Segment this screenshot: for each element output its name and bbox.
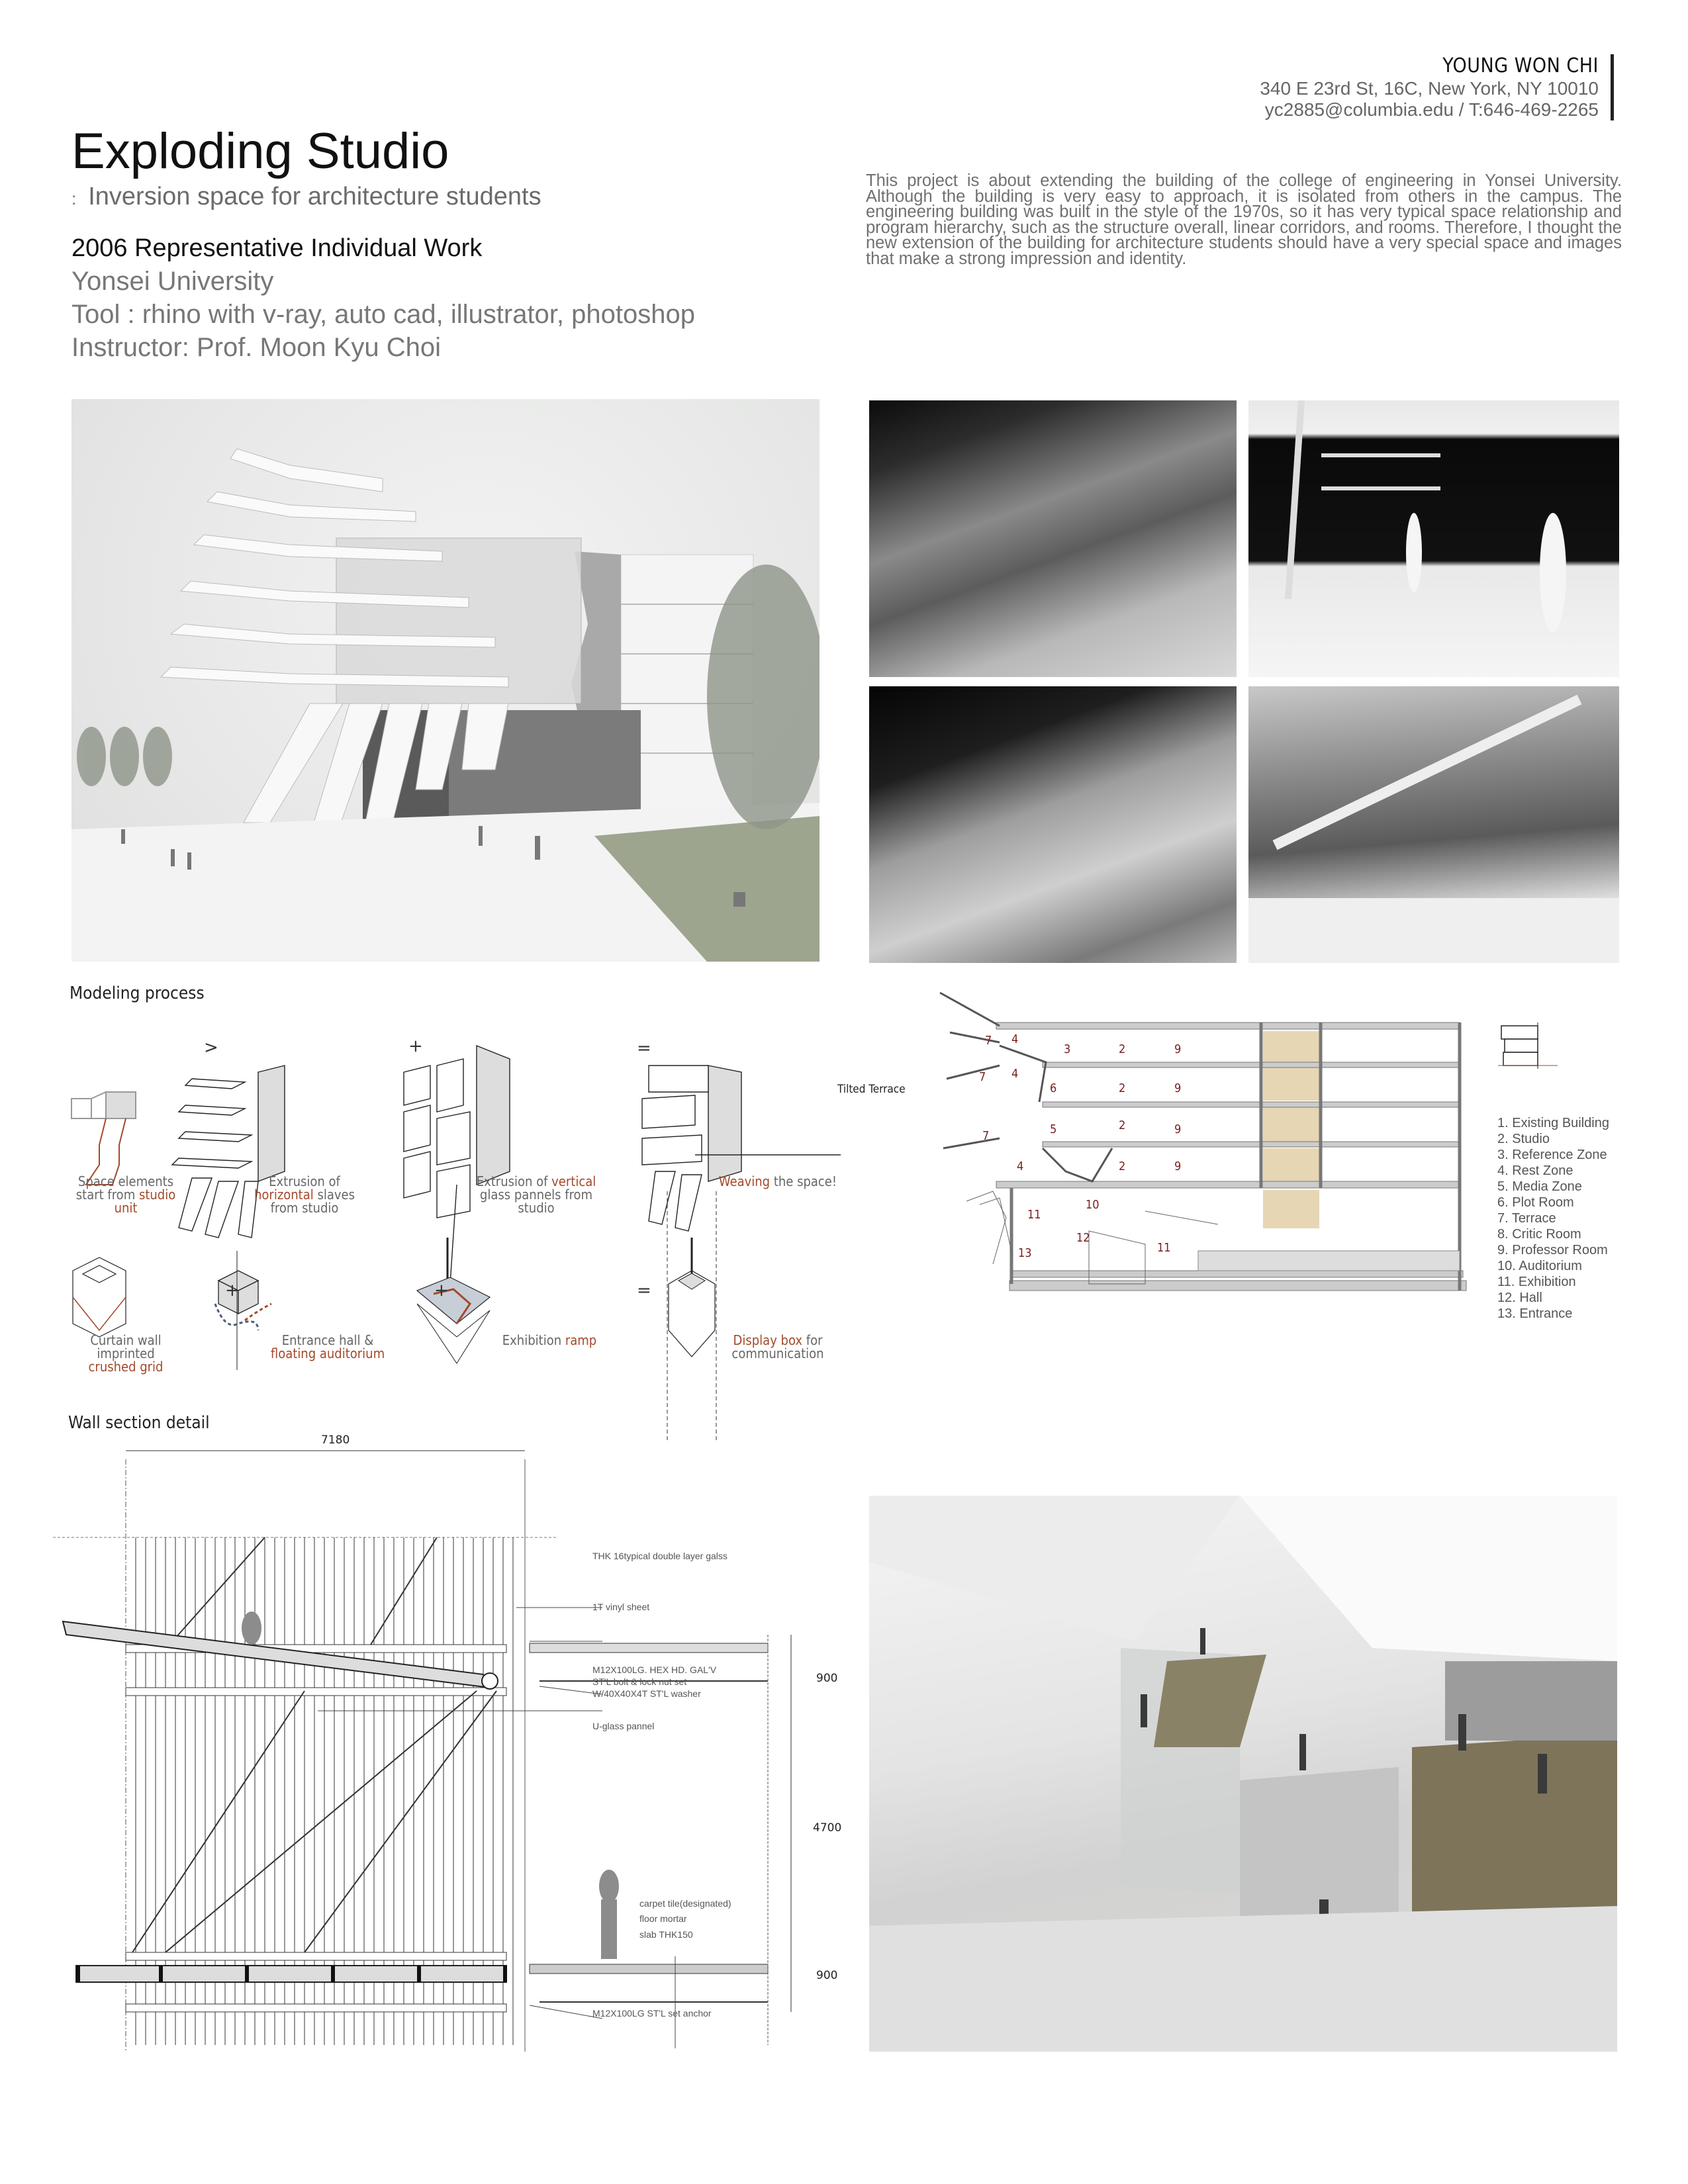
room-label: 2 [1119,1042,1126,1056]
room-label: 9 [1174,1122,1182,1136]
exterior-rendering [71,399,820,962]
room-label: 7 [979,1070,986,1084]
caption-exhibition-ramp: Exhibition ramp [502,1332,597,1348]
room-label: 5 [1050,1122,1057,1136]
author-contact: yc2885@columbia.edu / T:646-469-2265 [1264,99,1599,120]
room-label: 3 [1064,1042,1071,1056]
dim-900-top: 900 [816,1672,838,1685]
model-stairs [1248,686,1619,963]
dim-width: 7180 [321,1433,350,1447]
caption-weaving: Weaving the space! [718,1173,837,1189]
room-label: 11 [1157,1241,1171,1255]
note-mortar: floor mortar [639,1913,687,1924]
legend-item: 9. Professor Room [1497,1243,1608,1257]
project-instructor: Instructor: Prof. Moon Kyu Choi [71,333,442,362]
model-photo-4 [1248,686,1619,963]
tilted-terrace-label: Tilted Terrace [837,1083,906,1096]
legend-item: 2. Studio [1497,1132,1550,1146]
room-label: 7 [985,1034,992,1048]
project-meta [71,232,695,364]
op-equals: = [637,1038,651,1058]
legend-item: 8. Critic Room [1497,1227,1581,1242]
key-plan [1498,1013,1591,1072]
project-tools: Tool : rhino with v-ray, auto cad, illustrator, photoshop [71,300,695,329]
section-legend [1497,1115,1609,1322]
legend-item: 5. Media Zone [1497,1179,1582,1194]
model-figures [1248,400,1619,677]
interior-rendering [869,1496,1617,2052]
project-school: Yonsei University [71,267,274,296]
model-photo-2 [1248,400,1619,677]
room-label: 4 [1017,1160,1024,1173]
room-label: 4 [1011,1032,1019,1046]
note-bolt-3: W/40X40X4T ST'L washer [592,1688,701,1699]
op-plus: + [434,1281,449,1300]
legend-item: 11. Exhibition [1497,1275,1576,1289]
note-bolt-1: M12X100LG. HEX HD. GAL'V [592,1664,717,1675]
room-label: 9 [1174,1160,1182,1173]
room-label: 10 [1086,1198,1100,1212]
room-label: 2 [1119,1160,1126,1173]
wall-section-heading: Wall section detail [68,1413,210,1433]
legend-item: 13. Entrance [1497,1306,1573,1321]
room-label: 2 [1119,1081,1126,1095]
room-label: 6 [1050,1081,1057,1095]
caption-horizontal: Extrusion of horizontal slaves from studio [254,1173,355,1216]
caption-display-box: Display box for communication [731,1332,824,1361]
dim-900-bottom: 900 [816,1969,838,1982]
modeling-process-heading: Modeling process [70,983,205,1003]
caption-entrance-hall: Entrance hall & floating auditorium [270,1332,385,1361]
legend-item: 12. Hall [1497,1291,1542,1305]
wall-section-drawing [53,1423,887,2052]
note-glass: THK 16typical double layer galss [592,1551,727,1561]
model-photo-1 [869,400,1237,677]
room-label: 11 [1027,1208,1041,1222]
legend-item: 1. Existing Building [1497,1116,1609,1130]
legend-item: 7. Terrace [1497,1211,1556,1226]
note-slab: slab THK150 [639,1929,693,1940]
caption-studio-unit: Space elements start from studio unit [75,1173,176,1216]
contact-block [1260,54,1614,120]
caption-curtain-wall: Curtain wall imprinted crushed grid [88,1332,164,1375]
legend-item: 3. Reference Zone [1497,1148,1607,1162]
subtitle-prefix: : [71,189,77,208]
op-arrow: > [204,1038,218,1058]
project-year-type: 2006 Representative Individual Work [71,234,483,262]
legend-item: 10. Auditorium [1497,1259,1582,1273]
op-plus: + [408,1036,423,1056]
interior-illustration [869,1496,1617,2052]
note-carpet: carpet tile(designated) [639,1898,731,1909]
note-vinyl: 1T vinyl sheet [592,1602,650,1612]
note-bolt-2: ST'L bolt & lock nut set [592,1676,687,1687]
author-address: 340 E 23rd St, 16C, New York, NY 10010 [1260,78,1599,99]
subtitle-text: Inversion space for architecture students [88,183,541,210]
room-label: 12 [1076,1231,1090,1245]
room-label: 4 [1011,1067,1019,1081]
author-name: YOUNG WON CHI [1442,54,1599,77]
model-photo-3 [869,686,1237,963]
note-anchor: M12X100LG ST'L set anchor [592,2008,712,2019]
note-u-glass: U-glass pannel [592,1721,655,1731]
project-subtitle [71,183,541,211]
room-label: 2 [1119,1118,1126,1132]
op-equals: = [637,1281,651,1300]
project-description: This project is about extending the building of the college of engineering in Yonsei University. Although the building is very easy to approach, it is isolated from others in the campus. The engineering building was built in the style of the 1970s, so it has very typical space relationship and program hierarchy, such as the structure overall, linear corridors, and rooms. Therefore, I thought the new extension of the building for architecture students should have a very special space and images that make a strong impression and identity. [866,171,1622,268]
room-label: 7 [982,1129,990,1143]
dim-4700: 4700 [813,1821,842,1835]
modeling-process-diagrams [60,1019,920,1443]
room-label: 9 [1174,1042,1182,1056]
legend-item: 6. Plot Room [1497,1195,1574,1210]
op-plus: + [225,1281,240,1300]
caption-vertical: Extrusion of vertical glass pannels from studio [476,1173,596,1216]
room-label: 9 [1174,1081,1182,1095]
room-label: 13 [1018,1246,1032,1260]
legend-item: 4. Rest Zone [1497,1163,1573,1178]
project-title: Exploding Studio [71,123,449,179]
building-illustration [71,399,820,962]
